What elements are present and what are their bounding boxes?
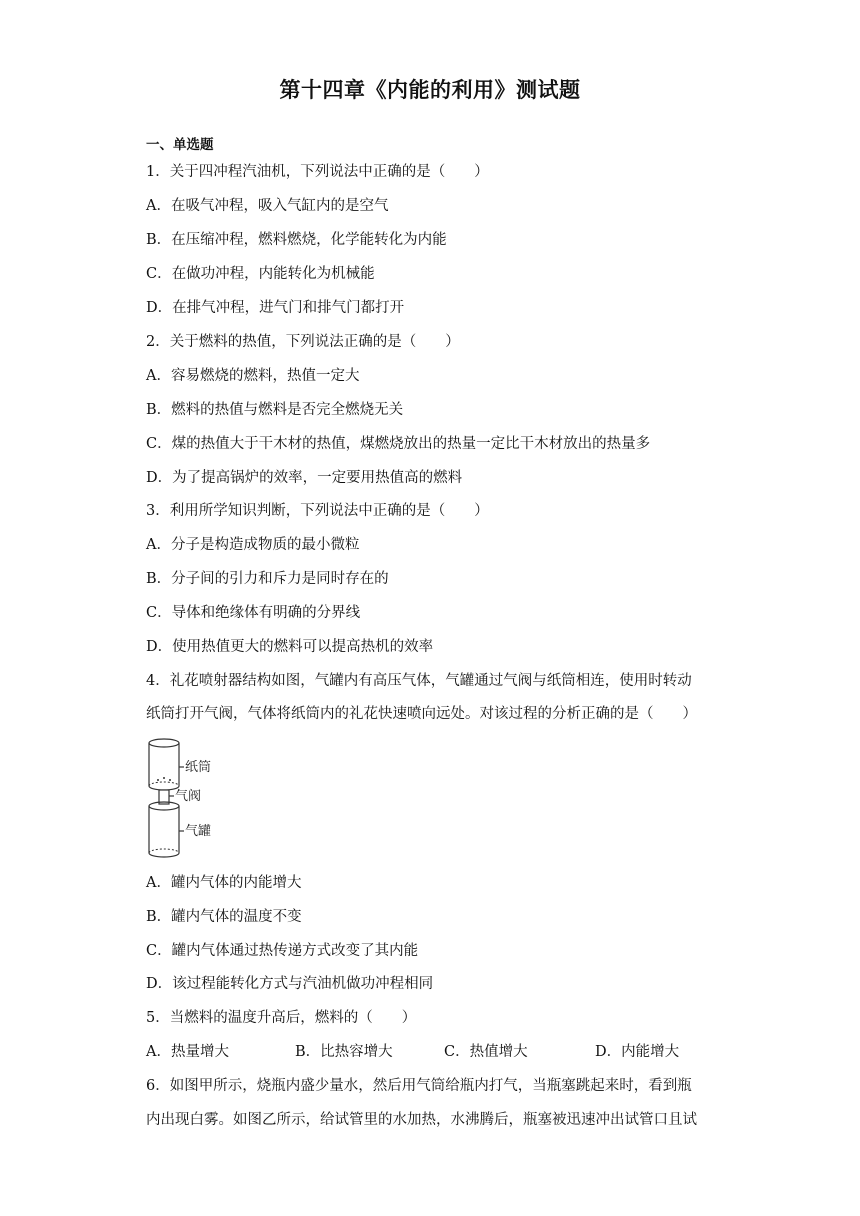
question-3-option-d: D．使用热值更大的燃料可以提高热机的效率: [146, 639, 434, 655]
question-4-stem-line-2: 纸筒打开气阀，气体将纸筒内的礼花快速喷向远处。对该过程的分析正确的是（ ）: [146, 706, 697, 722]
question-2-option-c: C．煤的热值大于干木材的热值，煤燃烧放出的热量一定比干木材放出的热量多: [146, 436, 651, 452]
question-1-option-a: A．在吸气冲程，吸入气缸内的是空气: [146, 198, 389, 214]
question-4-option-a: A．罐内气体的内能增大: [146, 875, 302, 891]
question-5-option-c: C．热值增大: [444, 1044, 528, 1060]
question-5-option-b: B．比热容增大: [295, 1044, 393, 1060]
question-4-stem-line-1: 4．礼花喷射器结构如图，气罐内有高压气体，气罐通过气阀与纸筒相连，使用时转动: [146, 673, 692, 689]
question-3-option-a: A．分子是构造成物质的最小微粒: [146, 537, 360, 553]
figure-label-valve: 气阀: [175, 789, 202, 804]
question-1-option-d: D．在排气冲程，进气门和排气门都打开: [146, 300, 405, 316]
question-6-stem-line-2: 内出现白雾。如图乙所示，给试管里的水加热，水沸腾后，瓶塞被迅速冲出试管口且试: [146, 1112, 697, 1128]
question-4-option-d: D．该过程能转化方式与汽油机做功冲程相同: [146, 976, 434, 992]
figure-label-paper-tube: 纸筒: [185, 760, 212, 775]
question-5-stem: 5．当燃料的温度升高后，燃料的（ ）: [146, 1010, 417, 1026]
question-2-option-a: A．容易燃烧的燃料，热值一定大: [146, 368, 360, 384]
section-heading: 一、单选题: [146, 137, 214, 153]
question-4-option-b: B．罐内气体的温度不变: [146, 909, 302, 925]
question-2-option-b: B．燃料的热值与燃料是否完全燃烧无关: [146, 402, 404, 418]
page-title: 第十四章《内能的利用》测试题: [279, 78, 581, 102]
question-2-stem: 2．关于燃料的热值，下列说法正确的是（ ）: [146, 334, 460, 350]
question-5-option-d: D．内能增大: [595, 1044, 680, 1060]
question-1-option-b: B．在压缩冲程，燃料燃烧，化学能转化为内能: [146, 232, 447, 248]
question-1-option-c: C．在做功冲程，内能转化为机械能: [146, 266, 375, 282]
fireworks-launcher-figure: [144, 734, 224, 864]
question-6-stem-line-1: 6．如图甲所示，烧瓶内盛少量水，然后用气筒给瓶内打气，当瓶塞跳起来时，看到瓶: [146, 1078, 692, 1094]
question-1-stem: 1．关于四冲程汽油机，下列说法中正确的是（ ）: [146, 164, 489, 180]
question-3-stem: 3．利用所学知识判断，下列说法中正确的是（ ）: [146, 503, 489, 519]
question-5-option-a: A．热量增大: [146, 1044, 229, 1060]
figure-label-gas-can: 气罐: [185, 824, 212, 839]
question-3-option-c: C．导体和绝缘体有明确的分界线: [146, 605, 361, 621]
question-4-option-c: C．罐内气体通过热传递方式改变了其内能: [146, 943, 419, 959]
question-3-option-b: B．分子间的引力和斥力是同时存在的: [146, 571, 389, 587]
question-2-option-d: D．为了提高锅炉的效率，一定要用热值高的燃料: [146, 470, 463, 486]
